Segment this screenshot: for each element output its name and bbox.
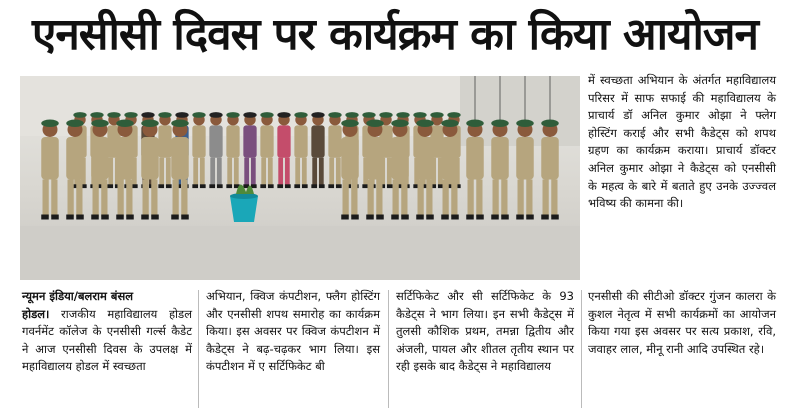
bucket: [230, 184, 258, 222]
column-divider: [198, 290, 199, 408]
news-photo: [20, 76, 580, 280]
article-paragraph: सर्टिफिकेट और सी सर्टिफिकेट के 93 कैडेट्स ने भाग लिया। इन सभी कैडेट्स में तुलसी कौशिक प्रथम, तमन्ना द्वितीय और अंजली, पायल और शीतल तृतीय स्थान पर रही इसके बाद कैडेट्स ने महाविद्यालय: [396, 289, 574, 374]
column-divider: [581, 290, 582, 408]
headline: एनसीसी दिवस पर कार्यक्रम का किया आयोजन: [32, 9, 758, 60]
article-paragraph: एनसीसी की सीटीओ डॉक्टर गुंजन कालरा के कुशल नेतृत्व में सभी कार्यक्रमों का आयोजन किया गया इस अवसर पर सत्य प्रकाश, रवि, जवाहर लाल, मीनू रानी आदि उपस्थित रहे।: [588, 289, 776, 356]
cadets-group: [41, 112, 559, 219]
article-paragraph: अभियान, क्विज कंपटीशन, फ्लैग होस्टिंग और एनसीसी शपथ समारोह का कार्यक्रम किया। इस अवसर पर क्विज कंपटीशन में कैडेट्स ने बढ़-चढ़कर भाग लिया। इस कंपटीशन में ए सर्टिफिकेट बी: [206, 289, 380, 374]
article-text: राजकीय महाविद्यालय होडल गवर्नमेंट कॉलेज के एनसीसी गर्ल्स कैडेट ने आज एनसीसी दिवस के उपलक्ष में महाविद्यालय होडल में स्वच्छता: [22, 306, 192, 374]
article-column-4: [588, 288, 776, 360]
article-column-1: [22, 288, 192, 378]
article-column-3: [396, 288, 574, 378]
byline: न्यूमन इंडिया/बलराम बंसल: [22, 289, 134, 303]
column-divider: [388, 290, 389, 408]
group-photo-illustration: [20, 76, 580, 280]
article-column-2: [206, 288, 380, 378]
article-paragraph: में स्वच्छता अभियान के अंतर्गत महाविद्यालय परिसर में साफ सफाई की महाविद्यालय के प्राचार्य डॉ अनिल कुमार ओझा ने फ्लेग होस्टिंग कराई और सभी कैडेट्स को शपथ ग्रहण का कार्यक्रम कराया। प्राचार्य डॉक्टर अनिल कुमार ओझा ने कैडेट्स को एनसीसी के महत्व के बारे में बताते हुए उनके उज्ज्वल भविष्य की कामना की।: [588, 73, 776, 211]
article-column-right: [588, 72, 776, 215]
article-paragraph: [22, 288, 192, 376]
ground: [20, 226, 580, 280]
dateline: होडल।: [22, 306, 50, 321]
